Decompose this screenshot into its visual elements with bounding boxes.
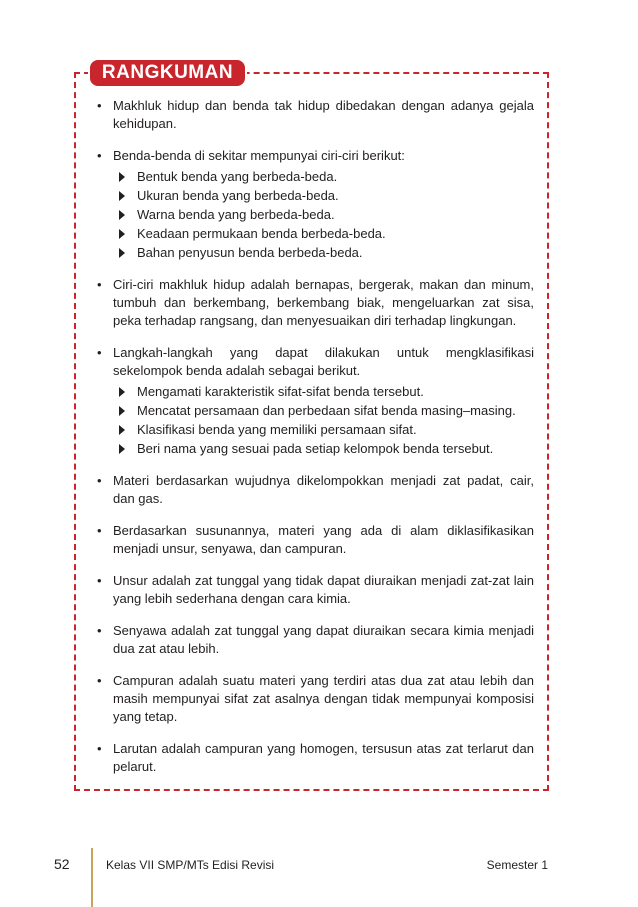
bullet-icon: • xyxy=(97,623,102,638)
summary-item-text: Senyawa adalah zat tunggal yang dapat diuraikan secara kimia menjadi dua zat atau lebih. xyxy=(113,623,534,656)
bullet-icon: • xyxy=(97,523,102,538)
summary-item xyxy=(94,344,534,458)
sub-item xyxy=(113,206,534,224)
summary-content xyxy=(94,97,534,790)
sub-item-text: Bentuk benda yang berbeda-beda. xyxy=(137,169,338,184)
bullet-icon: • xyxy=(97,573,102,588)
sub-item xyxy=(113,168,534,186)
sub-list xyxy=(113,383,534,458)
bullet-icon: • xyxy=(97,277,102,292)
sub-item-text: Ukuran benda yang berbeda-beda. xyxy=(137,188,339,203)
summary-list xyxy=(94,97,534,776)
sub-item-text: Warna benda yang berbeda-beda. xyxy=(137,207,335,222)
triangle-right-icon xyxy=(119,191,125,201)
summary-item-text: Makhluk hidup dan benda tak hidup dibedakan dengan adanya gejala kehidupan. xyxy=(113,98,534,131)
summary-item-text: Larutan adalah campuran yang homogen, tersusun atas zat terlarut dan pelarut. xyxy=(113,741,534,774)
sub-item xyxy=(113,383,534,401)
summary-item-text: Langkah-langkah yang dapat dilakukan untuk mengklasifikasi sekelompok benda adalah sebagai berikut. xyxy=(113,345,534,378)
sub-item xyxy=(113,402,534,420)
summary-item-text: Ciri-ciri makhluk hidup adalah bernapas, bergerak, makan dan minum, tumbuh dan berkembang, berkembang biak, mengeluarkan zat sisa, peka terhadap rangsang, dan menyesuaikan diri terhadap lingkungan. xyxy=(113,277,534,328)
summary-item xyxy=(94,276,534,330)
summary-item xyxy=(94,740,534,776)
triangle-right-icon xyxy=(119,406,125,416)
summary-item xyxy=(94,622,534,658)
footer-divider xyxy=(91,848,93,907)
bullet-icon: • xyxy=(97,741,102,756)
summary-item xyxy=(94,472,534,508)
semester-label: Semester 1 xyxy=(486,858,548,872)
triangle-right-icon xyxy=(119,172,125,182)
triangle-right-icon xyxy=(119,387,125,397)
bullet-icon: • xyxy=(97,345,102,360)
summary-item-text: Berdasarkan susunannya, materi yang ada di alam diklasifikasikan menjadi unsur, senyawa, dan campuran. xyxy=(113,523,534,556)
summary-item xyxy=(94,147,534,262)
page-footer xyxy=(0,848,638,888)
summary-item xyxy=(94,522,534,558)
bullet-icon: • xyxy=(97,148,102,163)
summary-title: RANGKUMAN xyxy=(88,58,247,88)
sub-item xyxy=(113,225,534,243)
summary-item xyxy=(94,572,534,608)
summary-item-text: Campuran adalah suatu materi yang terdiri atas dua zat atau lebih dan masih mempunyai sifat zat asalnya dengan tidak mempunyai komposisi yang tetap. xyxy=(113,673,534,724)
bullet-icon: • xyxy=(97,473,102,488)
summary-item-text: Benda-benda di sekitar mempunyai ciri-ciri berikut: xyxy=(113,148,405,163)
triangle-right-icon xyxy=(119,444,125,454)
sub-item xyxy=(113,421,534,439)
sub-item xyxy=(113,187,534,205)
sub-list xyxy=(113,168,534,262)
triangle-right-icon xyxy=(119,210,125,220)
sub-item xyxy=(113,440,534,458)
triangle-right-icon xyxy=(119,248,125,258)
sub-item xyxy=(113,244,534,262)
sub-item-text: Klasifikasi benda yang memiliki persamaan sifat. xyxy=(137,422,417,437)
book-title: Kelas VII SMP/MTs Edisi Revisi xyxy=(106,858,275,872)
sub-item-text: Keadaan permukaan benda berbeda-beda. xyxy=(137,226,386,241)
triangle-right-icon xyxy=(119,425,125,435)
page-number: 52 xyxy=(54,856,70,872)
summary-item xyxy=(94,672,534,726)
summary-item-text: Unsur adalah zat tunggal yang tidak dapat diuraikan menjadi zat-zat lain yang lebih sederhana dengan cara kimia. xyxy=(113,573,534,606)
triangle-right-icon xyxy=(119,229,125,239)
summary-item-text: Materi berdasarkan wujudnya dikelompokkan menjadi zat padat, cair, dan gas. xyxy=(113,473,534,506)
sub-item-text: Bahan penyusun benda berbeda-beda. xyxy=(137,245,363,260)
bullet-icon: • xyxy=(97,98,102,113)
sub-item-text: Beri nama yang sesuai pada setiap kelompok benda tersebut. xyxy=(137,441,494,456)
summary-item xyxy=(94,97,534,133)
sub-item-text: Mengamati karakteristik sifat-sifat benda tersebut. xyxy=(137,384,424,399)
sub-item-text: Mencatat persamaan dan perbedaan sifat benda masing–masing. xyxy=(137,403,516,418)
bullet-icon: • xyxy=(97,673,102,688)
